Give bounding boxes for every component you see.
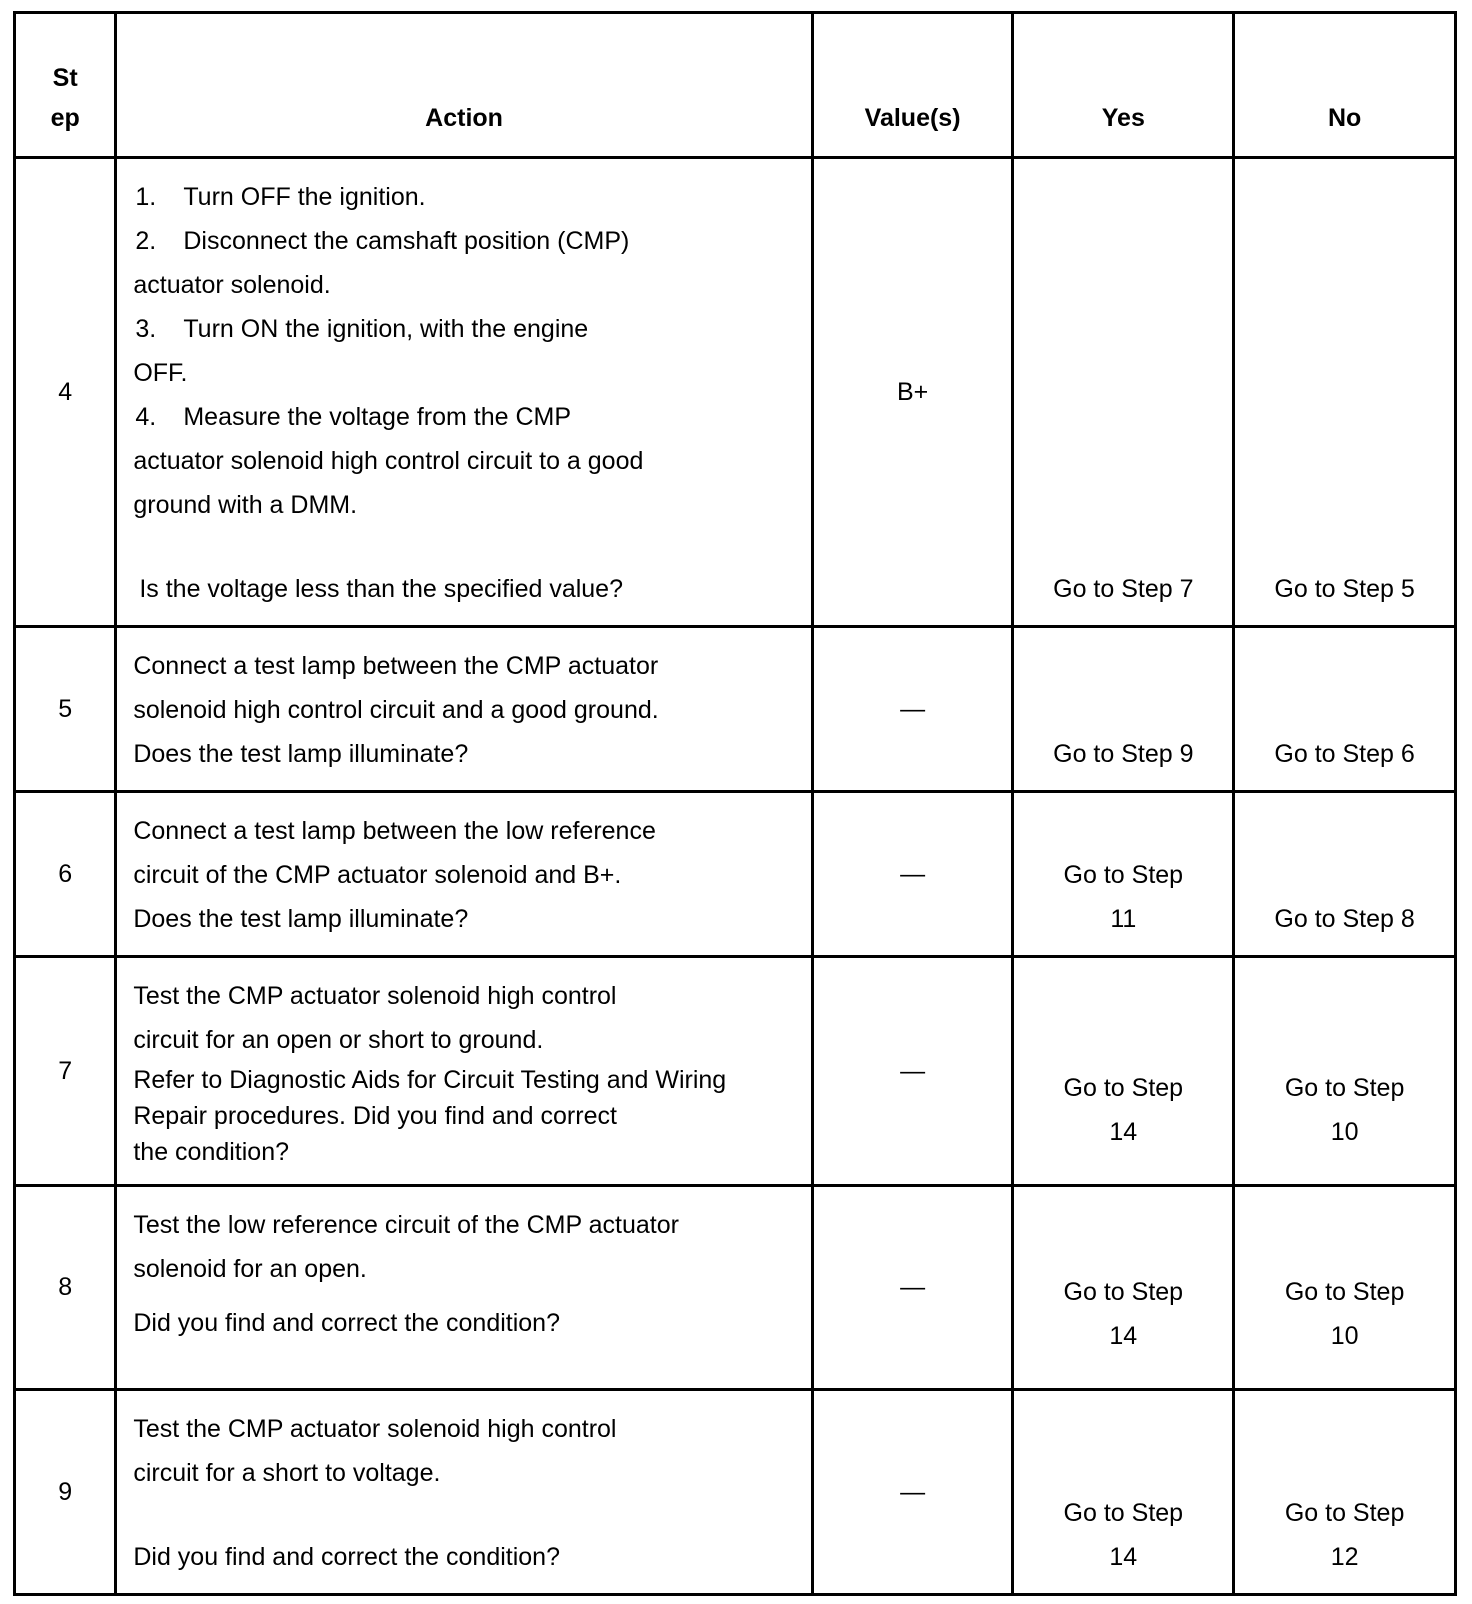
yes-step-number: 14 <box>1109 1322 1138 1350</box>
yes-text: Go to Step 9 <box>1053 740 1194 768</box>
action-line: solenoid high control circuit and a good ground. <box>133 696 659 724</box>
action-cell <box>116 1186 812 1390</box>
no-text: Go to Step <box>1284 1499 1405 1527</box>
action-line: Test the low reference circuit of the CMP actuator <box>133 1211 679 1239</box>
yes-cell <box>1013 158 1234 627</box>
action-line: solenoid for an open. <box>133 1255 367 1283</box>
table-row-step-5 <box>15 627 1456 792</box>
action-line: 1. Turn OFF the ignition. <box>135 183 426 211</box>
action-line: 3. Turn ON the ignition, with the engine <box>135 315 589 343</box>
diagnostic-table <box>13 11 1457 1596</box>
value-cell: — <box>812 627 1013 792</box>
step-number: 7 <box>15 957 116 1186</box>
table-row-step-6 <box>15 792 1456 957</box>
action-cell <box>116 957 812 1186</box>
no-cell <box>1234 1186 1456 1390</box>
step-number: 4 <box>15 158 116 627</box>
header-row <box>15 13 1456 158</box>
no-text: Go to Step 5 <box>1274 575 1415 603</box>
yes-text: Go to Step <box>1063 1074 1184 1102</box>
action-line: Repair procedures. Did you find and correct <box>133 1102 617 1130</box>
action-line: Connect a test lamp between the CMP actuator <box>133 652 659 680</box>
no-step-number: 10 <box>1330 1322 1359 1350</box>
value-cell: — <box>812 957 1013 1186</box>
value-cell: — <box>812 1390 1013 1595</box>
action-question: Is the voltage less than the specified value? <box>139 575 623 603</box>
action-line: actuator solenoid high control circuit to a good <box>133 447 644 475</box>
action-cell <box>116 1390 812 1595</box>
no-cell <box>1234 627 1456 792</box>
action-line: the condition? <box>133 1138 290 1166</box>
header-action: Action <box>116 13 812 158</box>
action-cell <box>116 792 812 957</box>
action-line: OFF. <box>133 359 188 387</box>
action-line: Connect a test lamp between the low reference <box>133 817 656 845</box>
action-line: 4. Measure the voltage from the CMP <box>135 403 572 431</box>
action-line: Does the test lamp illuminate? <box>133 740 469 768</box>
step-number: 5 <box>15 627 116 792</box>
action-line: Test the CMP actuator solenoid high control <box>133 982 617 1010</box>
yes-cell <box>1013 627 1234 792</box>
table-row-step-7 <box>15 957 1456 1186</box>
action-line: Does the test lamp illuminate? <box>133 905 469 933</box>
no-text: Go to Step 6 <box>1274 740 1415 768</box>
action-line: circuit of the CMP actuator solenoid and B+. <box>133 861 622 889</box>
action-cell <box>116 627 812 792</box>
yes-step-number: 11 <box>1110 905 1137 933</box>
yes-step-number: 14 <box>1109 1118 1138 1146</box>
action-line: circuit for an open or short to ground. <box>133 1026 544 1054</box>
yes-cell <box>1013 1186 1234 1390</box>
yes-cell <box>1013 1390 1234 1595</box>
table-row-step-4 <box>15 158 1456 627</box>
no-cell <box>1234 1390 1456 1595</box>
value-cell: — <box>812 1186 1013 1390</box>
header-no: No <box>1234 13 1456 158</box>
no-step-number: 12 <box>1330 1543 1359 1571</box>
yes-text: Go to Step <box>1063 1499 1184 1527</box>
action-line: circuit for a short to voltage. <box>133 1459 441 1487</box>
step-number: 8 <box>15 1186 116 1390</box>
action-line: Did you find and correct the condition? <box>133 1543 560 1571</box>
header-values: Value(s) <box>812 13 1013 158</box>
action-line: Did you find and correct the condition? <box>133 1309 560 1337</box>
action-cell <box>116 158 812 627</box>
no-cell <box>1234 957 1456 1186</box>
action-line: ground with a DMM. <box>133 491 358 519</box>
yes-text: Go to Step <box>1063 861 1184 889</box>
action-line: 2. Disconnect the camshaft position (CMP) <box>135 227 630 255</box>
header-step <box>15 13 116 158</box>
no-text: Go to Step <box>1284 1074 1405 1102</box>
no-text: Go to Step 8 <box>1274 905 1415 933</box>
yes-cell <box>1013 957 1234 1186</box>
header-step-line1: St <box>52 64 78 92</box>
step-number: 9 <box>15 1390 116 1595</box>
no-step-number: 10 <box>1330 1118 1359 1146</box>
no-cell <box>1234 158 1456 627</box>
header-step-line2: ep <box>50 104 80 132</box>
action-line: actuator solenoid. <box>133 271 331 299</box>
table-row-step-9 <box>15 1390 1456 1595</box>
yes-text: Go to Step <box>1063 1278 1184 1306</box>
no-cell <box>1234 792 1456 957</box>
no-text: Go to Step <box>1284 1278 1405 1306</box>
action-line: Refer to Diagnostic Aids for Circuit Testing and Wiring <box>133 1066 727 1094</box>
value-cell: B+ <box>812 158 1013 627</box>
value-cell: — <box>812 792 1013 957</box>
action-line: Test the CMP actuator solenoid high control <box>133 1415 617 1443</box>
step-number: 6 <box>15 792 116 957</box>
header-yes: Yes <box>1013 13 1234 158</box>
yes-text: Go to Step 7 <box>1053 575 1194 603</box>
yes-step-number: 14 <box>1109 1543 1138 1571</box>
yes-cell <box>1013 792 1234 957</box>
table-row-step-8 <box>15 1186 1456 1390</box>
